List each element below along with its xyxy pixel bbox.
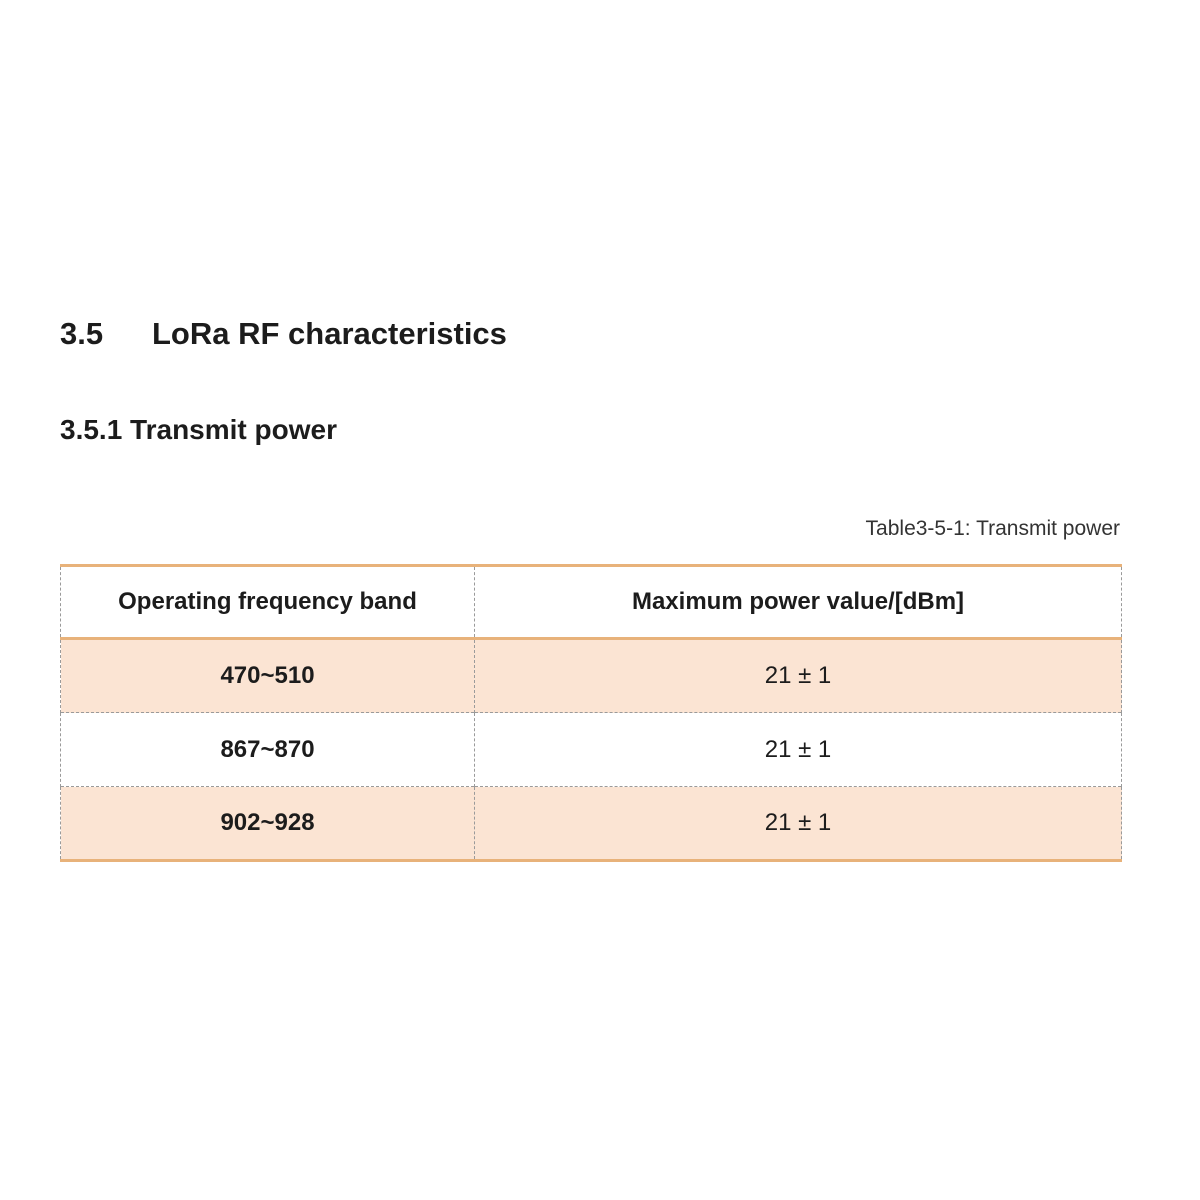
cell-band: 470~510 xyxy=(61,639,475,713)
section-heading xyxy=(60,312,507,356)
table-caption: Table3-5-1: Transmit power xyxy=(865,517,1120,540)
cell-power: 21 ± 1 xyxy=(475,787,1122,861)
header-frequency-band: Operating frequency band xyxy=(61,566,475,639)
transmit-power-table xyxy=(60,564,1121,862)
section-number: 3.5 xyxy=(60,316,104,351)
power-table xyxy=(60,564,1122,862)
table-row xyxy=(61,787,1122,861)
cell-power: 21 ± 1 xyxy=(475,639,1122,713)
table-row xyxy=(61,713,1122,787)
cell-band: 902~928 xyxy=(61,787,475,861)
cell-band: 867~870 xyxy=(61,713,475,787)
header-max-power: Maximum power value/[dBm] xyxy=(475,566,1122,639)
cell-power: 21 ± 1 xyxy=(475,713,1122,787)
section-title: LoRa RF characteristics xyxy=(152,316,507,351)
table-header-row xyxy=(61,566,1122,639)
table-row xyxy=(61,639,1122,713)
subsection-heading: 3.5.1 Transmit power xyxy=(60,414,337,445)
